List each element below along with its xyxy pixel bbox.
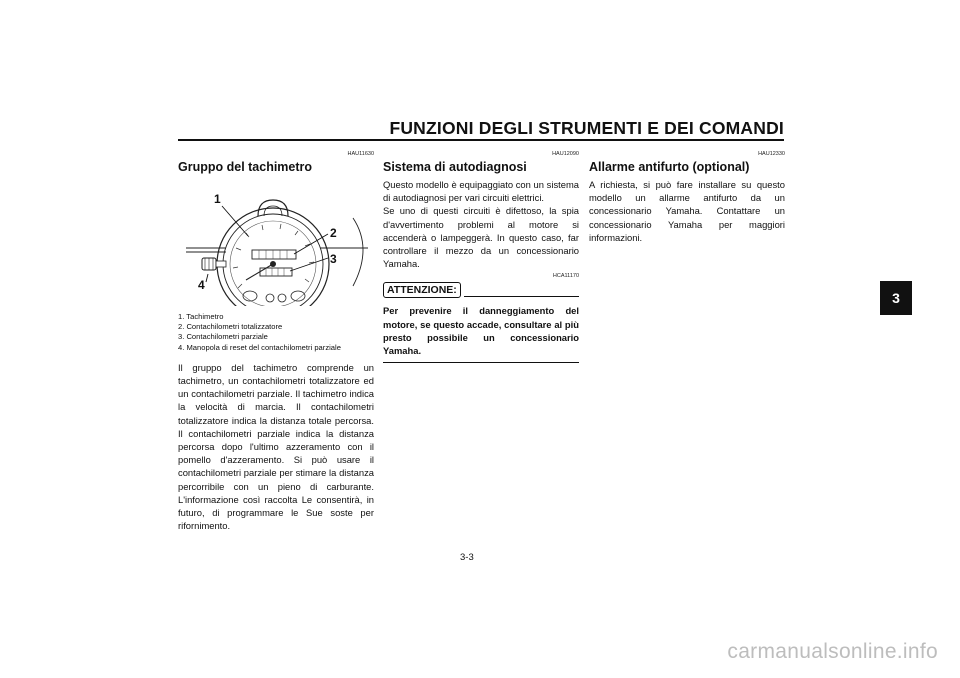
column-anti-theft [589,150,785,244]
section-code: HAU12090 [552,151,579,157]
caution-rule [464,296,579,297]
section-code: HAU11630 [347,151,374,157]
callout-3: 3 [330,252,337,266]
caution-header [383,282,579,298]
page-header-title: FUNZIONI DEGLI STRUMENTI E DEI COMANDI [389,118,784,138]
section-title: Allarme antifurto (optional) [589,160,750,174]
section-title: Gruppo del tachimetro [178,160,313,174]
legend-item: 1. Tachimetro [178,312,224,321]
legend-item: 2. Contachilometri totalizzatore [178,322,283,332]
speedometer-illustration [178,178,374,306]
speedometer-description: Il gruppo del tachimetro comprende un tachimetro, un contachilometri totalizzatore ed un contachilometri parziale. Il tachimetro indica la velocità di marcia. Il contachilometri totalizzatore indica la distanza totale percorsa. Il contachilometri parziale indica la distanza percorsa dopo l'ultimo azzeramento con il pomello d'azzeramento. Si può usare il contachilometri parziale per stimare la distanza percorribile con un pieno di carburante. L'informazione così raccolta Le consentirà, in futuro, di programmare le Sue soste per rifornimento. [178,361,374,532]
callout-4: 4 [198,278,205,292]
diagnosis-paragraph-1: Questo modello è equipaggiato con un sistema di autodiagnosi per vari circuiti elettrici. [383,179,579,204]
diagnosis-paragraph-2: Se uno di questi circuiti è difettoso, la spia d'avvertimento problemi al motore si accenderà o lampeggerà. In questo caso, far controllare il mezzo da un concessionario Yamaha. [383,205,579,270]
caution-code: HCA11170 [552,273,579,280]
callout-2: 2 [330,226,337,240]
callout-1: 1 [214,192,221,206]
anti-theft-description: A richiesta, si può fare installare su questo modello un allarme antifurto da un concessionario Yamaha. Contattare un concessionario Yamaha per maggiori informazioni. [589,179,785,243]
page-number: 3-3 [460,552,474,563]
figure-legend [178,312,374,353]
speedometer-figure [178,178,374,306]
caution-label: ATTENZIONE: [383,282,461,298]
section-code: HAU12330 [758,151,785,157]
legend-item: 4. Manopola di reset del contachilometri parziale [178,342,341,352]
section-title: Sistema di autodiagnosi [383,160,527,174]
legend-item: 3. Contachilometri parziale [178,332,268,342]
chapter-tab: 3 [880,281,912,315]
caution-text: Per prevenire il danneggiamento del motore, se questo accade, consultare al più presto possibile un concessionario Yamaha. [383,304,579,363]
column-speedometer [178,150,374,532]
column-self-diagnosis [383,150,579,363]
watermark: carmanualsonline.info [727,640,938,663]
header-rule [178,139,784,141]
